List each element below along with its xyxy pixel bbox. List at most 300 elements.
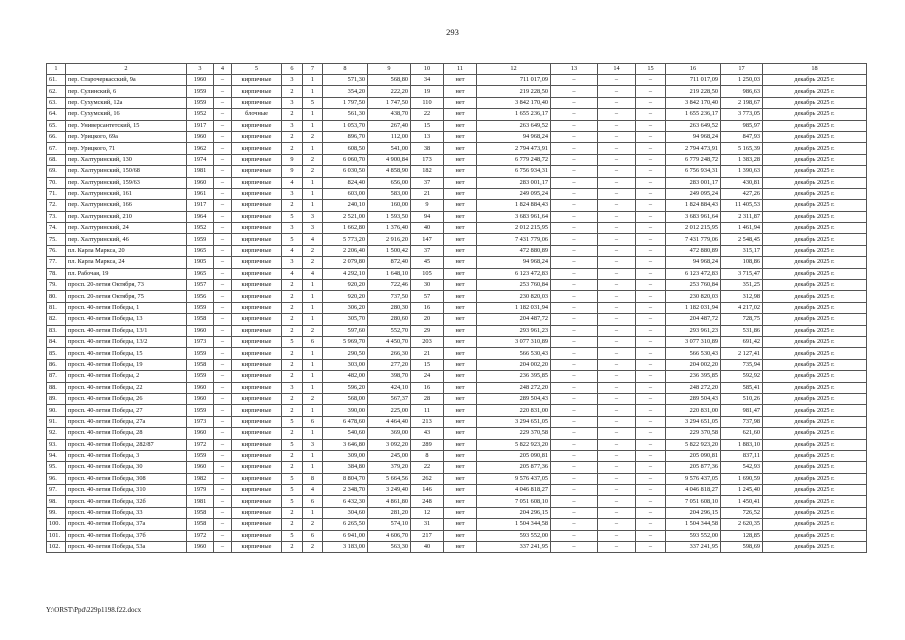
table-cell: –: [214, 97, 232, 108]
table-cell: просп. 40-летия Победы, 15: [66, 348, 187, 359]
table-cell: 40: [411, 542, 444, 553]
table-cell: декабрь 2025 г.: [763, 291, 867, 302]
table-cell: 1960: [187, 177, 214, 188]
table-cell: 1 461,94: [721, 223, 763, 234]
table-cell: 98.: [47, 496, 66, 507]
table-cell: 2: [282, 143, 303, 154]
table-cell: 11 405,53: [721, 200, 763, 211]
table-cell: 205 090,81: [477, 450, 551, 461]
table-cell: декабрь 2025 г.: [763, 428, 867, 439]
table-cell: нет: [444, 359, 477, 370]
table-cell: 1: [303, 359, 323, 370]
table-cell: 847,93: [721, 131, 763, 142]
table-cell: 2: [303, 325, 323, 336]
table-body: [47, 75, 867, 553]
table-cell: декабрь 2025 г.: [763, 223, 867, 234]
table-cell: декабрь 2025 г.: [763, 348, 867, 359]
table-cell: 93.: [47, 439, 66, 450]
table-cell: 1: [303, 177, 323, 188]
table-cell: кирпичные: [232, 223, 282, 234]
table-cell: 2: [282, 314, 303, 325]
table-cell: кирпичные: [232, 245, 282, 256]
table-cell: кирпичные: [232, 428, 282, 439]
table-cell: 472 880,89: [666, 245, 721, 256]
table-cell: 1 824 884,43: [477, 200, 551, 211]
table-cell: 204 487,72: [666, 314, 721, 325]
table-cell: нет: [444, 462, 477, 473]
table-cell: –: [598, 109, 636, 120]
table-cell: просп. 40-летия Победы, 308: [66, 473, 187, 484]
table-cell: декабрь 2025 г.: [763, 109, 867, 120]
table-cell: просп. 40-летия Победы, 37б: [66, 530, 187, 541]
table-cell: 4 861,80: [368, 496, 411, 507]
table-cell: 1: [303, 371, 323, 382]
table-cell: –: [636, 200, 666, 211]
table-cell: просп. 40-летия Победы, 310: [66, 485, 187, 496]
table-cell: кирпичные: [232, 280, 282, 291]
table-cell: 204 296,15: [666, 507, 721, 518]
table-cell: просп. 40-летия Победы, 1: [66, 302, 187, 313]
table-cell: 427,26: [721, 188, 763, 199]
table-cell: 15: [411, 120, 444, 131]
table-cell: 424,10: [368, 382, 411, 393]
table-cell: нет: [444, 325, 477, 336]
table-cell: –: [551, 120, 598, 131]
table-cell: 89.: [47, 393, 66, 404]
table-cell: нет: [444, 496, 477, 507]
table-cell: 309,00: [323, 450, 368, 461]
table-cell: пер. Халтуринский, 24: [66, 223, 187, 234]
table-cell: 108,86: [721, 257, 763, 268]
table-cell: –: [598, 302, 636, 313]
table-cell: 384,80: [323, 462, 368, 473]
table-cell: 102.: [47, 542, 66, 553]
table-row: [47, 291, 867, 302]
table-cell: –: [598, 439, 636, 450]
table-cell: 7 051 608,10: [666, 496, 721, 507]
table-cell: –: [214, 542, 232, 553]
table-cell: декабрь 2025 г.: [763, 177, 867, 188]
table-cell: 596,20: [323, 382, 368, 393]
table-cell: –: [636, 280, 666, 291]
table-cell: 510,26: [721, 393, 763, 404]
table-cell: нет: [444, 348, 477, 359]
table-cell: 1: [303, 109, 323, 120]
table-cell: 1960: [187, 325, 214, 336]
table-cell: 1957: [187, 280, 214, 291]
table-row: [47, 382, 867, 393]
table-cell: декабрь 2025 г.: [763, 462, 867, 473]
table-cell: 1959: [187, 234, 214, 245]
table-cell: пер. Халтуринский, 210: [66, 211, 187, 222]
table-cell: 1 376,40: [368, 223, 411, 234]
table-cell: просп. 40-летия Победы, 26: [66, 393, 187, 404]
table-cell: 5: [282, 485, 303, 496]
table-cell: 1 182 031,94: [477, 302, 551, 313]
table-cell: –: [214, 109, 232, 120]
table-cell: блочные: [232, 109, 282, 120]
table-cell: 2: [303, 166, 323, 177]
table-cell: –: [551, 75, 598, 86]
table-cell: 531,86: [721, 325, 763, 336]
table-row: [47, 177, 867, 188]
table-cell: –: [214, 291, 232, 302]
table-cell: 6: [303, 416, 323, 427]
column-header: 18: [763, 64, 867, 75]
page-number: 293: [446, 27, 459, 37]
table-cell: 2 620,35: [721, 519, 763, 530]
table-cell: –: [214, 393, 232, 404]
table-cell: 21: [411, 348, 444, 359]
table-cell: –: [551, 131, 598, 142]
table-cell: нет: [444, 177, 477, 188]
table-cell: –: [214, 530, 232, 541]
table-cell: 304,60: [323, 507, 368, 518]
table-cell: нет: [444, 268, 477, 279]
table-cell: нет: [444, 485, 477, 496]
table-cell: 1 593,50: [368, 211, 411, 222]
table-cell: 3 077 310,89: [666, 336, 721, 347]
table-cell: –: [551, 200, 598, 211]
table-cell: –: [598, 496, 636, 507]
table-row: [47, 86, 867, 97]
table-cell: 3: [303, 439, 323, 450]
table-cell: 1973: [187, 336, 214, 347]
table-cell: кирпичные: [232, 302, 282, 313]
table-cell: 1 383,28: [721, 154, 763, 165]
table-cell: 3: [282, 97, 303, 108]
table-cell: нет: [444, 519, 477, 530]
table-cell: 1 182 031,94: [666, 302, 721, 313]
table-cell: 5: [282, 416, 303, 427]
table-cell: –: [214, 416, 232, 427]
table-cell: 1905: [187, 257, 214, 268]
table-cell: 1 655 236,17: [477, 109, 551, 120]
table-cell: 1: [303, 86, 323, 97]
table-cell: 28: [411, 393, 444, 404]
table-row: [47, 268, 867, 279]
table-cell: 3: [282, 120, 303, 131]
table-cell: –: [214, 200, 232, 211]
table-cell: 71.: [47, 188, 66, 199]
table-cell: 277,20: [368, 359, 411, 370]
table-cell: –: [551, 393, 598, 404]
table-cell: 1 824 884,43: [666, 200, 721, 211]
table-cell: 2 348,70: [323, 485, 368, 496]
table-cell: 4: [282, 245, 303, 256]
table-cell: нет: [444, 405, 477, 416]
table-row: [47, 314, 867, 325]
table-cell: кирпичные: [232, 371, 282, 382]
table-cell: 3: [303, 223, 323, 234]
table-cell: 3 249,40: [368, 485, 411, 496]
table-cell: пер. Сухумский, 16: [66, 109, 187, 120]
table-cell: –: [636, 166, 666, 177]
table-cell: 37: [411, 245, 444, 256]
table-cell: 248: [411, 496, 444, 507]
table-cell: кирпичные: [232, 519, 282, 530]
table-cell: просп. 40-летия Победы, 53а: [66, 542, 187, 553]
table-cell: 305,70: [323, 314, 368, 325]
table-cell: 38: [411, 143, 444, 154]
table-cell: –: [551, 530, 598, 541]
table-row: [47, 166, 867, 177]
column-header: 7: [303, 64, 323, 75]
table-cell: 1 662,80: [323, 223, 368, 234]
table-cell: –: [598, 120, 636, 131]
table-cell: 293 961,23: [666, 325, 721, 336]
table-cell: декабрь 2025 г.: [763, 234, 867, 245]
table-cell: просп. 40-летия Победы, 27: [66, 405, 187, 416]
table-cell: –: [636, 359, 666, 370]
table-cell: –: [551, 405, 598, 416]
table-cell: 96.: [47, 473, 66, 484]
table-cell: нет: [444, 382, 477, 393]
table-row: [47, 519, 867, 530]
table-cell: –: [551, 302, 598, 313]
table-cell: –: [551, 234, 598, 245]
table-cell: –: [598, 371, 636, 382]
table-cell: –: [598, 86, 636, 97]
table-cell: 253 760,84: [477, 280, 551, 291]
table-cell: 16: [411, 302, 444, 313]
table-cell: –: [636, 109, 666, 120]
table-cell: 94: [411, 211, 444, 222]
table-cell: –: [551, 359, 598, 370]
table-cell: –: [636, 542, 666, 553]
table-cell: –: [636, 382, 666, 393]
table-cell: –: [551, 382, 598, 393]
table-cell: 24: [411, 371, 444, 382]
table-cell: 6 941,00: [323, 530, 368, 541]
table-cell: 5: [282, 473, 303, 484]
table-cell: 568,00: [323, 393, 368, 404]
table-cell: нет: [444, 211, 477, 222]
table-cell: 9: [282, 166, 303, 177]
table-cell: 3 842 170,40: [477, 97, 551, 108]
table-cell: –: [598, 428, 636, 439]
table-cell: 3 646,80: [323, 439, 368, 450]
column-header: 14: [598, 64, 636, 75]
table-row: [47, 257, 867, 268]
table-cell: 293 961,23: [477, 325, 551, 336]
table-row: [47, 473, 867, 484]
table-cell: 100.: [47, 519, 66, 530]
table-cell: декабрь 2025 г.: [763, 86, 867, 97]
table-cell: пер. Сулинский, 6: [66, 86, 187, 97]
table-cell: кирпичные: [232, 188, 282, 199]
column-header: 4: [214, 64, 232, 75]
table-cell: 2 794 473,91: [666, 143, 721, 154]
table-cell: –: [598, 314, 636, 325]
table-cell: –: [598, 359, 636, 370]
table-cell: 5: [282, 530, 303, 541]
table-cell: –: [636, 325, 666, 336]
table-cell: просп. 40-летия Победы, 28: [66, 428, 187, 439]
table-cell: декабрь 2025 г.: [763, 268, 867, 279]
table-cell: –: [214, 280, 232, 291]
table-cell: –: [551, 109, 598, 120]
table-cell: 1: [303, 450, 323, 461]
table-cell: пер. Универсантетский, 15: [66, 120, 187, 131]
table-cell: –: [636, 393, 666, 404]
table-cell: 1 690,59: [721, 473, 763, 484]
table-cell: –: [214, 348, 232, 359]
column-header: 9: [368, 64, 411, 75]
table-cell: 1981: [187, 166, 214, 177]
table-cell: нет: [444, 393, 477, 404]
table-cell: –: [636, 314, 666, 325]
table-cell: 1952: [187, 223, 214, 234]
table-cell: просп. 40-летия Победы, 13: [66, 314, 187, 325]
table-cell: –: [636, 154, 666, 165]
table-cell: кирпичные: [232, 166, 282, 177]
table-cell: –: [551, 519, 598, 530]
table-cell: –: [598, 97, 636, 108]
table-cell: –: [598, 268, 636, 279]
table-cell: 3: [282, 75, 303, 86]
table-cell: просп. 40-летия Победы, 33: [66, 507, 187, 518]
table-cell: 1964: [187, 211, 214, 222]
table-cell: 87.: [47, 371, 66, 382]
table-cell: 1959: [187, 348, 214, 359]
table-cell: 4 858,90: [368, 166, 411, 177]
table-cell: 315,17: [721, 245, 763, 256]
table-cell: просп. 40-летия Победы, 13/1: [66, 325, 187, 336]
table-cell: 289: [411, 439, 444, 450]
file-path: Y:\ORST\Ppd\229p1198.f22.docx: [46, 606, 142, 614]
table-cell: –: [636, 450, 666, 461]
table-cell: 2 521,00: [323, 211, 368, 222]
table-cell: –: [636, 405, 666, 416]
table-cell: 263 649,52: [477, 120, 551, 131]
table-cell: 5 969,70: [323, 336, 368, 347]
table-cell: 2: [303, 154, 323, 165]
table-cell: –: [214, 166, 232, 177]
table-cell: –: [598, 223, 636, 234]
table-cell: нет: [444, 314, 477, 325]
table-cell: 1959: [187, 371, 214, 382]
table-cell: 31: [411, 519, 444, 530]
table-cell: декабрь 2025 г.: [763, 371, 867, 382]
table-cell: 5 822 923,20: [666, 439, 721, 450]
table-cell: декабрь 2025 г.: [763, 245, 867, 256]
table-cell: 236 395,85: [666, 371, 721, 382]
table-cell: 542,93: [721, 462, 763, 473]
table-cell: 1 504 344,58: [477, 519, 551, 530]
table-cell: 6 779 248,72: [477, 154, 551, 165]
table-cell: 280,30: [368, 302, 411, 313]
table-cell: декабрь 2025 г.: [763, 519, 867, 530]
table-cell: 1979: [187, 485, 214, 496]
table-cell: 253 760,84: [666, 280, 721, 291]
table-cell: 94 968,24: [477, 131, 551, 142]
table-cell: 97.: [47, 485, 66, 496]
column-header: 16: [666, 64, 721, 75]
table-cell: 219 228,50: [666, 86, 721, 97]
table-cell: нет: [444, 507, 477, 518]
table-cell: 5 773,20: [323, 234, 368, 245]
table-cell: кирпичные: [232, 131, 282, 142]
table-cell: 280,60: [368, 314, 411, 325]
table-cell: 2: [282, 280, 303, 291]
table-cell: 2: [282, 542, 303, 553]
table-cell: 2: [282, 325, 303, 336]
table-cell: 3 715,47: [721, 268, 763, 279]
table-cell: 4: [282, 177, 303, 188]
table-cell: 229 370,58: [477, 428, 551, 439]
table-cell: 567,37: [368, 393, 411, 404]
table-cell: –: [636, 211, 666, 222]
table-cell: 1958: [187, 507, 214, 518]
table-cell: 78.: [47, 268, 66, 279]
table-cell: –: [636, 302, 666, 313]
table-cell: –: [214, 485, 232, 496]
table-cell: –: [598, 154, 636, 165]
table-row: [47, 507, 867, 518]
table-cell: 563,30: [368, 542, 411, 553]
table-cell: 7 431 779,06: [477, 234, 551, 245]
table-cell: 90.: [47, 405, 66, 416]
table-cell: 65.: [47, 120, 66, 131]
table-cell: 112,00: [368, 131, 411, 142]
table-cell: –: [214, 245, 232, 256]
table-cell: пер. Халтуринский, 150/68: [66, 166, 187, 177]
table-row: [47, 280, 867, 291]
table-cell: декабрь 2025 г.: [763, 188, 867, 199]
table-cell: 608,50: [323, 143, 368, 154]
table-cell: 824,40: [323, 177, 368, 188]
table-cell: 593 552,00: [477, 530, 551, 541]
table-cell: 1 797,50: [323, 97, 368, 108]
table-row: [47, 154, 867, 165]
table-cell: 2: [282, 507, 303, 518]
column-header: 1: [47, 64, 66, 75]
table-cell: 267,40: [368, 120, 411, 131]
table-cell: кирпичные: [232, 348, 282, 359]
table-cell: 920,20: [323, 280, 368, 291]
table-cell: 2 079,80: [323, 257, 368, 268]
table-cell: просп. 40-летия Победы, 19: [66, 359, 187, 370]
table-cell: декабрь 2025 г.: [763, 325, 867, 336]
table-cell: –: [214, 211, 232, 222]
table-row: [47, 234, 867, 245]
table-cell: –: [636, 371, 666, 382]
table-cell: 67.: [47, 143, 66, 154]
table-cell: –: [551, 462, 598, 473]
table-cell: 205 877,36: [666, 462, 721, 473]
table-cell: 81.: [47, 302, 66, 313]
column-header: 8: [323, 64, 368, 75]
table-cell: 583,00: [368, 188, 411, 199]
table-cell: 3 294 651,05: [666, 416, 721, 427]
table-cell: 621,60: [721, 428, 763, 439]
table-cell: 592,92: [721, 371, 763, 382]
table-cell: 79.: [47, 280, 66, 291]
table-cell: нет: [444, 371, 477, 382]
table-row: [47, 359, 867, 370]
table-cell: –: [214, 86, 232, 97]
table-cell: 73.: [47, 211, 66, 222]
table-cell: 4 217,02: [721, 302, 763, 313]
table-cell: 872,40: [368, 257, 411, 268]
table-cell: нет: [444, 143, 477, 154]
table-cell: –: [214, 428, 232, 439]
table-cell: 2 012 215,95: [477, 223, 551, 234]
table-cell: 540,60: [323, 428, 368, 439]
table-row: [47, 143, 867, 154]
table-cell: нет: [444, 473, 477, 484]
